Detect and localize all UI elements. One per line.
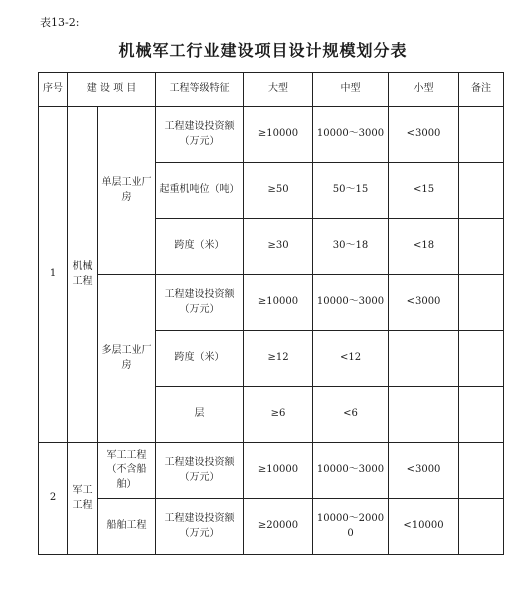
small-cell: <15 [389,163,459,219]
header-large: 大型 [244,73,313,107]
remark-cell [459,219,504,275]
remark-cell [459,107,504,163]
header-remark: 备注 [459,73,504,107]
small-cell: <18 [389,219,459,275]
feature-cell: 层 [156,387,244,443]
large-cell: ≥10000 [244,275,313,331]
feature-cell: 工程建设投资额（万元） [156,499,244,555]
large-cell: ≥10000 [244,107,313,163]
scale-classification-table [38,72,504,555]
header-project: 建 设 项 目 [68,73,156,107]
small-cell [389,387,459,443]
feature-cell: 起重机吨位（吨） [156,163,244,219]
table-header-row [39,73,504,107]
medium-cell: 10000～3000 [313,443,389,499]
medium-cell: <12 [313,331,389,387]
large-cell: ≥12 [244,331,313,387]
header-feature: 工程等级特征 [156,73,244,107]
feature-cell: 跨度（米） [156,331,244,387]
subcategory-cell: 船舶工程 [98,499,156,555]
large-cell: ≥10000 [244,443,313,499]
medium-cell: 10000～3000 [313,107,389,163]
table-row [39,499,504,555]
seq-cell: 2 [39,443,68,555]
large-cell: ≥50 [244,163,313,219]
header-small: 小型 [389,73,459,107]
small-cell: <3000 [389,275,459,331]
subcategory-cell: 多层工业厂房 [98,275,156,443]
large-cell: ≥20000 [244,499,313,555]
large-cell: ≥6 [244,387,313,443]
medium-cell: 50～15 [313,163,389,219]
remark-cell [459,163,504,219]
header-seq: 序号 [39,73,68,107]
subcategory-cell: 单层工业厂房 [98,107,156,275]
medium-cell: 30～18 [313,219,389,275]
small-cell [389,331,459,387]
medium-cell: 10000～20000 [313,499,389,555]
small-cell: <10000 [389,499,459,555]
table-row [39,275,504,331]
feature-cell: 工程建设投资额（万元） [156,275,244,331]
small-cell: <3000 [389,107,459,163]
subcategory-cell: 军工工程（不含船舶） [98,443,156,499]
document-title: 机械军工行业建设项目设计规模划分表 [118,41,408,60]
remark-cell [459,275,504,331]
feature-cell: 跨度（米） [156,219,244,275]
category-cell: 军工工程 [68,443,98,555]
table-row [39,443,504,499]
remark-cell [459,387,504,443]
feature-cell: 工程建设投资额（万元） [156,107,244,163]
small-cell: <3000 [389,443,459,499]
header-medium: 中型 [313,73,389,107]
large-cell: ≥30 [244,219,313,275]
remark-cell [459,499,504,555]
medium-cell: <6 [313,387,389,443]
table-caption: 表13-2: [40,16,80,29]
feature-cell: 工程建设投资额（万元） [156,443,244,499]
category-cell: 机械工程 [68,107,98,443]
table-row [39,107,504,163]
remark-cell [459,443,504,499]
seq-cell: 1 [39,107,68,443]
medium-cell: 10000～3000 [313,275,389,331]
remark-cell [459,331,504,387]
